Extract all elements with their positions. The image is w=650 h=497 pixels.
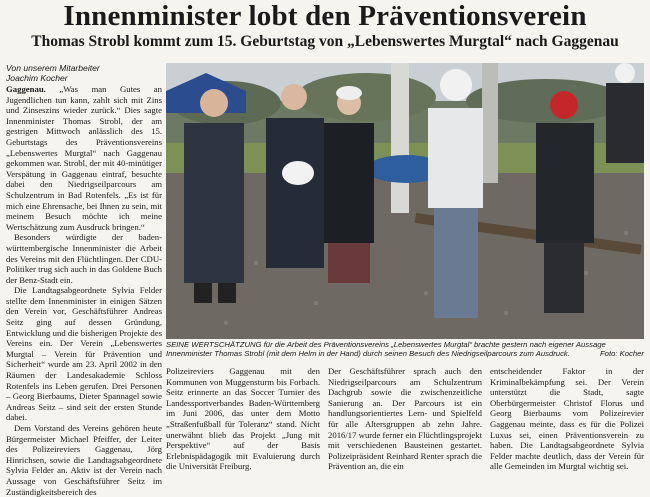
article-column-3 (328, 366, 482, 472)
caption-text: SEINE WERTSCHÄTZUNG für die Arbeit des Präventionsvereins „Lebenswertes Murgtal“ brachte gestern nach eigener Aussage Innenminister Thomas Strobl (mit dem Helm in der Hand) durch seinen Besuch des Niedrigseilparcours zum Ausdruck. (166, 340, 606, 359)
article-photo (166, 63, 644, 339)
byline-author: Joachim Kocher (6, 73, 68, 83)
article-subheadline: Thomas Strobl kommt zum 15. Geburtstag von „Lebenswertes Murgtal“ nach Gaggenau (31, 33, 619, 50)
photo-caption (166, 340, 644, 364)
article-column-1 (6, 84, 163, 497)
paragraph: Dem Vorstand des Vereins gehören heute Bürgermeister Michael Pfeiffer, der Leiter des Polizeireviers Gaggenau, Jörg Hinrichsen, sowie die Landtagsabgeordnete Sylvia Felder an. Aktiv ist der Verein nach Aussage von Geschäftsführer Seitz im Zuständigkeitsbereich des (6, 423, 162, 497)
paragraph: entscheidender Faktor in der Kriminalbekämpfung sei. Der Verein unterstützt die Stadt, sagte Oberbürgermeister Christof Florus und Georg Bierbaums vom Polizeirevier Gaggenau meinte, dass es für die Polizei Luxus sei, einen Präventionsverein zu haben. Die Landtagsabgeordnete Sylvia Felder machte deutlich, dass der Verein für alle Gemeinden im Murgtal wichtig sei. (490, 366, 644, 472)
article-headline: Innenminister lobt den Präventionsverein (63, 0, 587, 32)
paragraph: Polizeireviers Gaggenau mit den Kommunen von Muggensturm bis Forbach. Seitz erinnerte an das Soccer Turnier des Landessportverbandes Baden-Württemberg im Juni 2006, das unter dem Motto „Straßenfußball für Toleranz“ stand. Nicht unerwähnt blieb das Projekt „Jung mit Perspektive“ auf der Basis Erlebnispädagogik mit Evaluierung durch die Universität Freiburg. (166, 366, 320, 472)
photo-illustration (166, 63, 644, 339)
paragraph-text: „Was man Gutes an Jugendlichen tun kann, zahlt sich mit Zins und Zinseszins wieder zurück.“ Dies sagte Innenminister Thomas Strobl, der am gestrigen Mittwoch anlässlich des 15. Geburtstags des Präventionsvereins „Lebenswertes Murgtal“ nach Gaggenau gekommen war. Strobl, der mit 40-minütiger Verspätung in Gaggenau eintraf, besuchte dabei den Niedrigseilparcours am Schulzentrum in Bad Rotenfels. „Es ist für mich eine Ehrensache, bei Ihnen zu sein, mit meinem Besuch möchte ich meine Wertschätzung zum Ausdruck bringen.“ (6, 84, 163, 232)
byline (6, 63, 156, 83)
paragraph: Der Geschäftsführer sprach auch den Niedrigseilparcours am Schulzentrum Dachgrub sowie die zwischenzeitliche Sanierung an. Der Parcours ist ein handlungsorientiertes Lern- und Spielfeld für alle Altersgruppen ab zehn Jahre. 2016/17 wurde ferner ein Flüchtlingsprojekt mit verschiedenen Bausteinen gestartet. Polizeipräsident Reinhard Renter sprach die Prävention an, die ein (328, 366, 482, 472)
paragraph: Besonders würdigte der baden-württembergische Innenminister die Arbeit des Vereins mit den Flüchtlingen. Der CDU-Politiker trug sich auch in das Goldene Buch der Benz-Stadt ein. (6, 232, 162, 285)
paragraph: Die Landtagsabgeordnete Sylvia Felder stellte dem Innenminister in einigen Sätzen den Verein vor, Geschäftsführer Andreas Seitz ging auf dessen Gründung, Entwicklung und die bisherigen Projekte des Vereins ein. Der Verein „Lebenswertes Murgtal – Verein für Prävention und Sicherheit“ wurde am 23. April 2002 in den Räumen der Landesakademie Schloss Rotenfels ins Leben gerufen. Drei Personen – Georg Bierbaums, Dieter Spannagel sowie Andreas Seitz – sind seit der ersten Stunde dabei. (6, 285, 162, 423)
photo-credit: Foto: Kocher (599, 349, 644, 359)
paragraph (6, 84, 162, 232)
article-column-4 (490, 366, 644, 472)
dateline: Gaggenau. (6, 84, 46, 94)
byline-line-1: Von unserem Mitarbeiter (6, 63, 100, 73)
article-column-2 (166, 366, 320, 472)
